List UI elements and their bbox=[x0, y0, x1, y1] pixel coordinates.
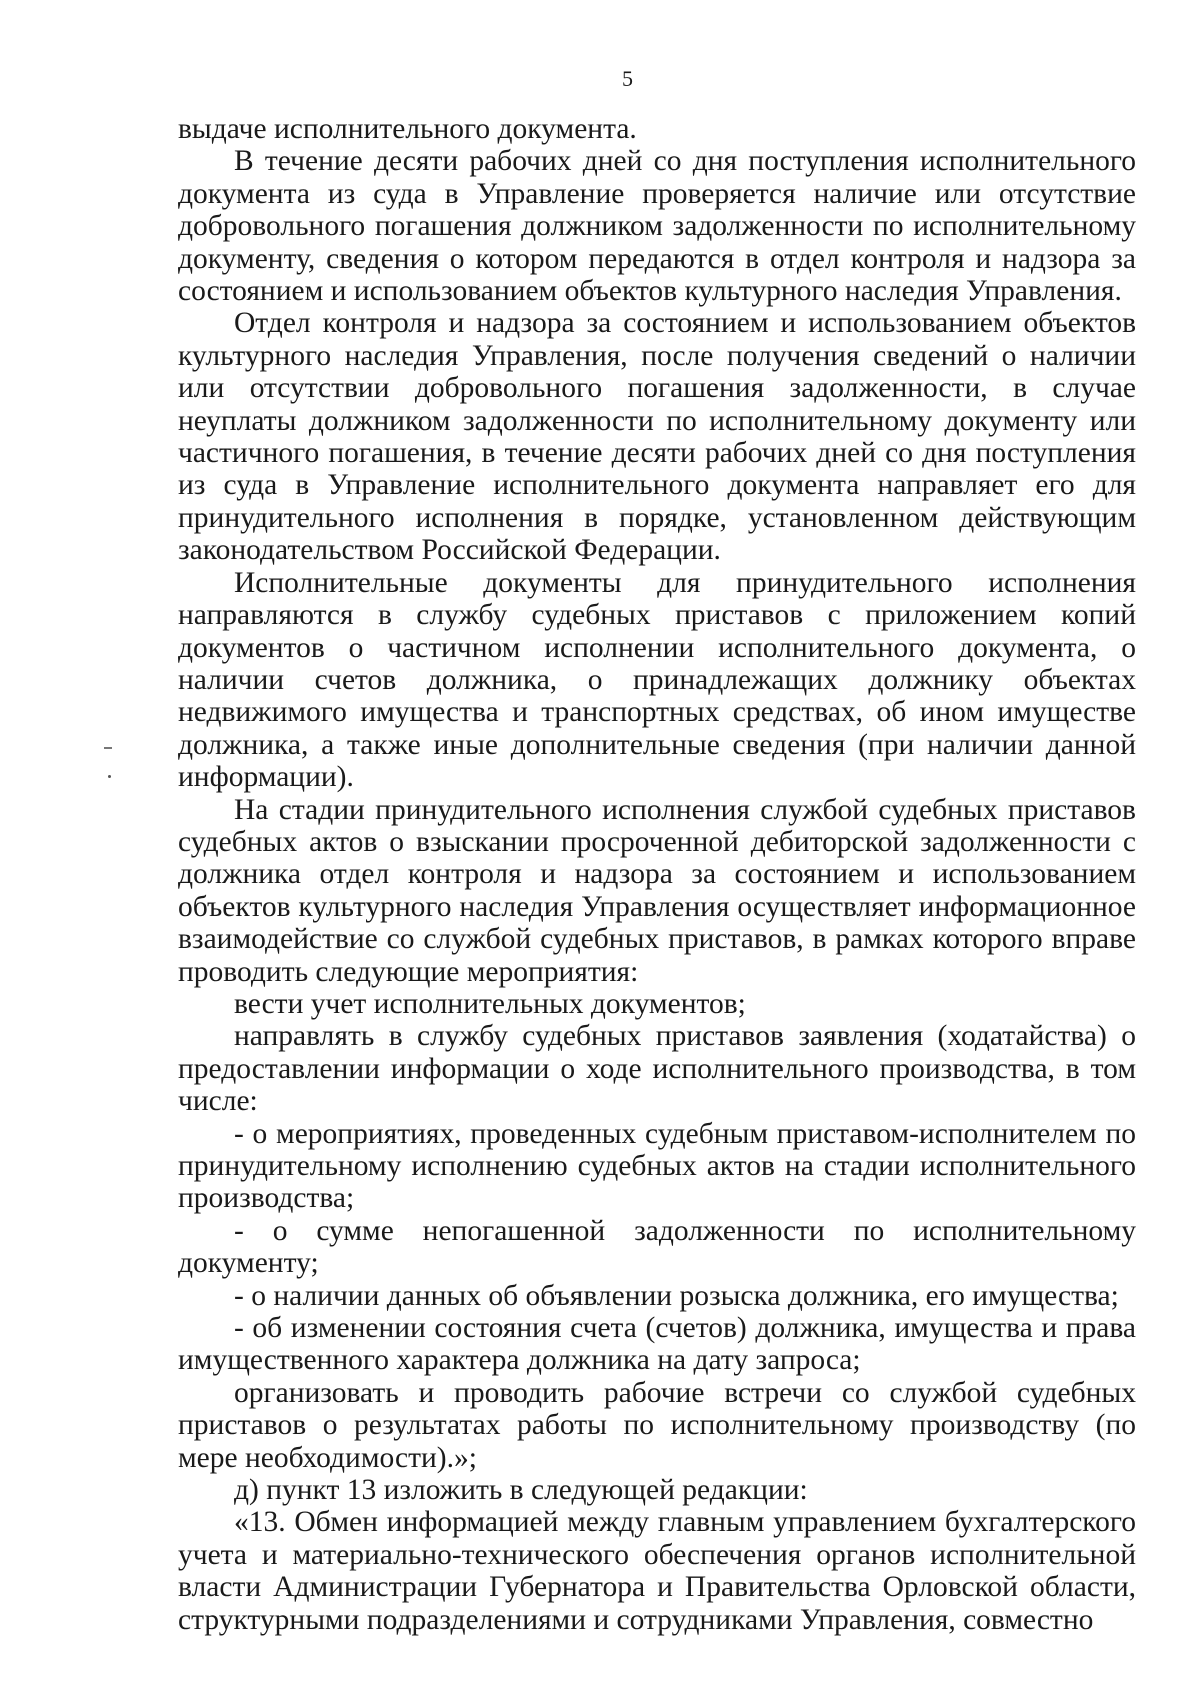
list-item: - о сумме непогашенной задолженности по исполнительному документу; bbox=[178, 1214, 1136, 1280]
paragraph: «13. Обмен информацией между главным управлением бухгалтерского учета и материально-технического обеспечения органов исполнительной власти Администрации Губернатора и Правительства Орловской области, структурными подразделениями и сотрудниками Управления, совместно bbox=[178, 1506, 1136, 1636]
paragraph: На стадии принудительного исполнения службой судебных приставов судебных актов о взыскании просроченной дебиторской задолженности с должника отдел контроля и надзора за состоянием и использованием объектов культурного наследия Управления осуществляет информационное взаимодействие со службой судебных приставов, в рамках которого вправе проводить следующие мероприятия: bbox=[178, 793, 1136, 988]
list-item: - о мероприятиях, проведенных судебным приставом-исполнителем по принудительному исполнению судебных актов на стадии исполнительного производства; bbox=[178, 1117, 1136, 1215]
paragraph: направлять в службу судебных приставов заявления (ходатайства) о предоставлении информации о ходе исполнительного производства, в том числе: bbox=[178, 1020, 1136, 1118]
paragraph: Исполнительные документы для принудительного исполнения направляются в службу судебных приставов с приложением копий документов о частичном исполнении исполнительного документа, о наличии счетов должника, о принадлежащих должнику объектах недвижимого имущества и транспортных средствах, об ином имуществе должника, а также иные дополнительные сведения (при наличии данной информации). bbox=[178, 566, 1136, 794]
list-item: - о наличии данных об объявлении розыска должника, его имущества; bbox=[234, 1279, 1119, 1312]
paragraph: выдаче исполнительного документа. bbox=[178, 113, 637, 145]
paragraph: д) пункт 13 изложить в следующей редакции: bbox=[234, 1474, 808, 1507]
paragraph: Отдел контроля и надзора за состоянием и использованием объектов культурного наследия Управления, после получения сведений о наличии или отсутствии добровольного погашения задолженности, в случае неуплаты должником задолженности по исполнительному документу или частичного погашения, в течение десяти рабочих дней со дня поступления из суда в Управление исполнительного документа направляет его для принудительного исполнения в порядке, установленном действующим законодательством Российской Федерации. bbox=[178, 307, 1136, 567]
scan-artifact bbox=[108, 775, 111, 778]
scan-artifact bbox=[104, 747, 112, 749]
paragraph: В течение десяти рабочих дней со дня поступления исполнительного документа из суда в Управление проверяется наличие или отсутствие добровольного погашения должником задолженности по исполнительному документу, сведения о котором передаются в отдел контроля и надзора за состоянием и использованием объектов культурного наследия Управления. bbox=[178, 145, 1136, 308]
page-number: 5 bbox=[622, 66, 633, 91]
paragraph: вести учет исполнительных документов; bbox=[234, 987, 746, 1020]
paragraph: организовать и проводить рабочие встречи со службой судебных приставов о результатах работы по исполнительному производству (по мере необходимости).»; bbox=[178, 1376, 1136, 1474]
list-item: - об изменении состояния счета (счетов) должника, имущества и права имущественного характера должника на дату запроса; bbox=[178, 1312, 1136, 1377]
document-body bbox=[178, 113, 1136, 1636]
